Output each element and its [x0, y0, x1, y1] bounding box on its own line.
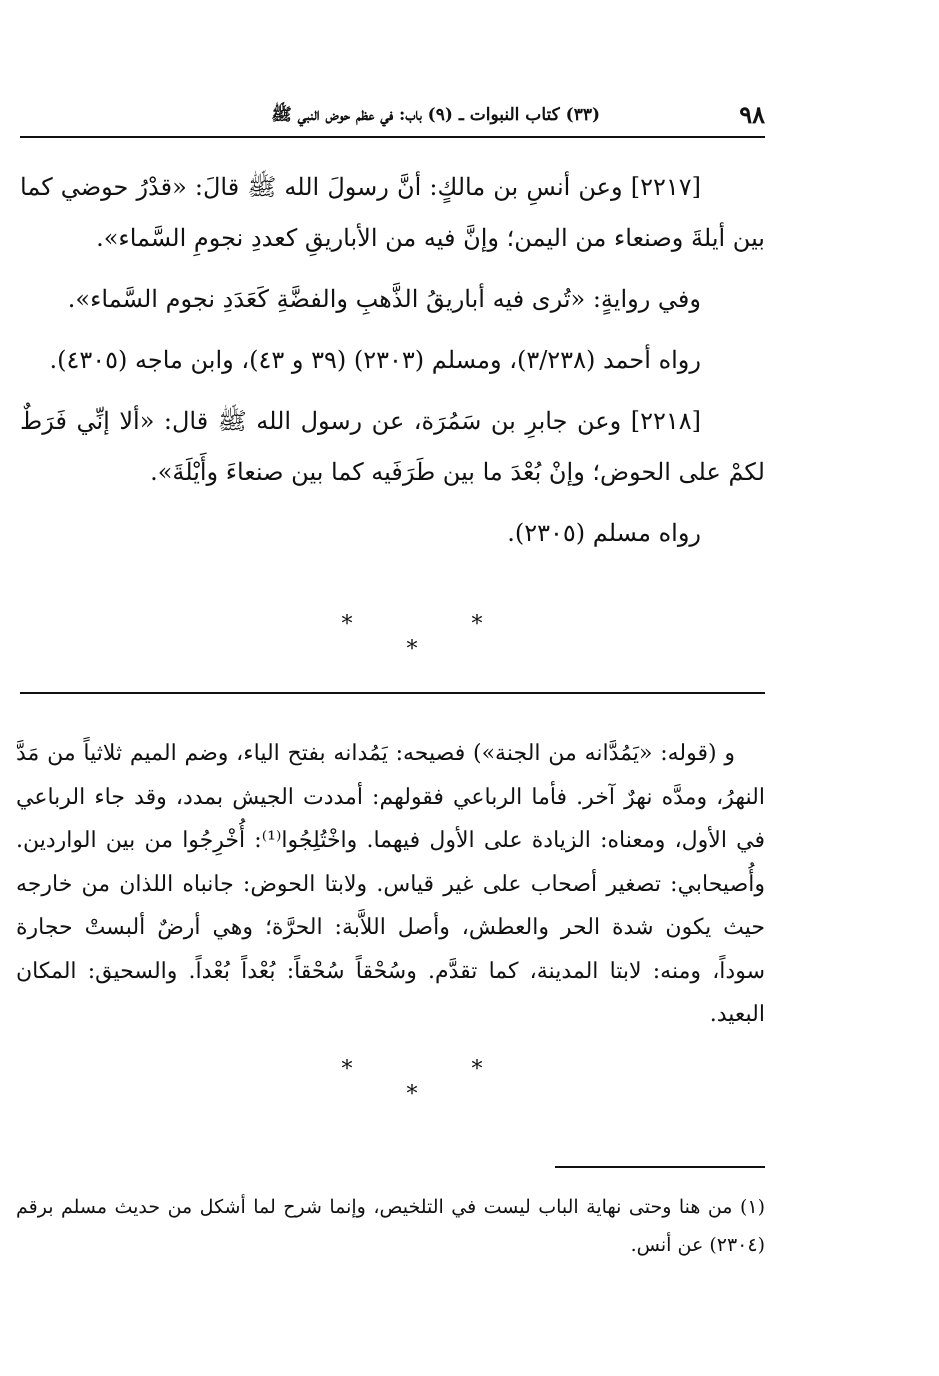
commentary-separator: * * *: [341, 1057, 539, 1107]
hadith-2217-text: [٢٢١٧] وعن أنسِ بن مالكٍ: أنَّ رسولَ الله ﷺ قالَ: «قدْرُ حوضي كما بين أيلةَ وصنعاء من اليمن؛ وإنَّ فيه من الأباريقِ كعددِ نجومِ السَّماء».: [20, 173, 765, 252]
footnote: [16, 1188, 765, 1264]
running-title: (٣٣) كتاب النبوات ـ (٩) باب: في عظم حوض النبي ﷺ: [271, 105, 600, 125]
page-number: ٩٨: [739, 100, 765, 129]
hadith-2217-variant: وفي روايةٍ: «تُرى فيه أباريقُ الذَّهبِ والفضَّةِ كَعَدَدِ نجوم السَّماء».: [67, 285, 701, 313]
commentary-divider: [20, 692, 765, 694]
footnote-divider: [555, 1166, 765, 1168]
hadith-2217-source: رواه أحمد (٣/٢٣٨)، ومسلم (٢٣٠٣) (٣٩ و ٤٣)، وابن ماجه (٤٣٠٥).: [49, 346, 701, 374]
hadith-2218-text: [٢٢١٨] وعن جابرِ بن سَمُرَة، عن رسول الله ﷺ قال: «ألا إنِّي فَرَطٌ لكمْ على الحوض؛ وإنْ بُعْدَ ما بين طَرَفَيه كما بين صنعاءَ وأَيْلَةَ».: [20, 407, 765, 486]
footnote-text: (١) من هنا وحتى نهاية الباب ليست في التلخيص، وإنما شرح لما أشكل من حديث مسلم برقم (٢٣٠٤) عن أنس.: [16, 1196, 765, 1256]
hadith-2218-source: رواه مسلم (٢٣٠٥).: [507, 519, 701, 547]
commentary: [16, 732, 765, 1037]
main-text: [20, 162, 765, 567]
page-header: [20, 96, 765, 138]
commentary-text: و (قوله: «يَمُدَّانه من الجنة») فصيحه: يَمُدانه بفتح الياء، وضم الميم ثلاثياً من مَدَّ النهرُ، ومدَّه نهرٌ آخر. فأما الرباعي فقولهم: أمددت الجيش بمدد، وقد جاء الرباعي في الأول، ومعناه: الزيادة على الأول فيهما. واخْتُلِجُوا⁽¹⁾: أُخْرِجُوا من بين الواردين. وأُصيحابي: تصغير أصحاب على غير قياس. ولابتا الحوض: جانباه اللذان من خارجه حيث يكون شدة الحر والعطش، وأصل اللاَّبة: الحرَّة؛ وهي أرضٌ ألبستْ حجارة سوداً، ومنه: لابتا المدينة، كما تقدَّم. وسُحْقاً سُحْقاً: بُعْداً بُعْداً. والسحيق: المكان البعيد.: [16, 741, 765, 1027]
section-separator: * * *: [341, 612, 539, 662]
